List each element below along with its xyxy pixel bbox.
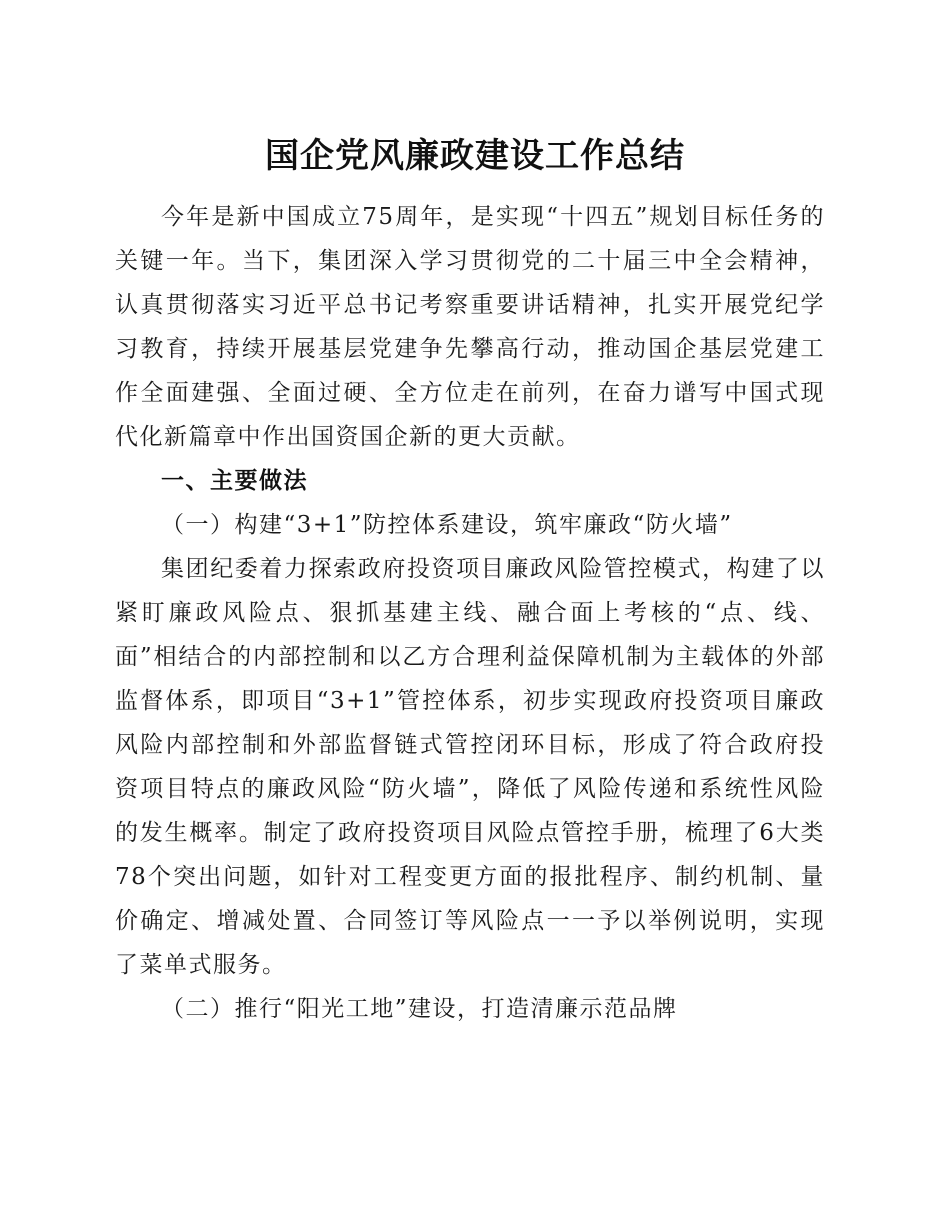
subsection-heading-1: （一）构建“3+1”防控体系建设，筑牢廉政“防火墙”: [161, 512, 733, 538]
subsection-1-paragraph: 集团纪委着力探索政府投资项目廉政风险管控模式，构建了以紧盯廉政风险点、狠抓基建主线、融合面上考核的“点、线、面”相结合的内部控制和以乙方合理利益保障机制为主载体的外部监督体系，即项目“3+1”管控体系，初步实现政府投资项目廉政风险内部控制和外部监督链式管控闭环目标，形成了符合政府投资项目特点的廉政风险“防火墙”，降低了风险传递和系统性风险的发生概率。制定了政府投资项目风险点管控手册，梳理了6大类78个突出问题，如针对工程变更方面的报批程序、制约机制、量价确定、增减处置、合同签订等风险点一一予以举例说明，实现了菜单式服务。: [115, 556, 825, 978]
section-heading-main-practices: 一、主要做法: [161, 467, 308, 494]
subsection-heading-2: （二）推行“阳光工地”建设，打造清廉示范品牌: [161, 996, 678, 1022]
document-title: 国企党风廉政建设工作总结: [265, 136, 685, 176]
document-body: [115, 195, 825, 1031]
intro-paragraph: 今年是新中国成立75周年，是实现“十四五”规划目标任务的关键一年。当下，集团深入学习贯彻党的二十届三中全会精神，认真贯彻落实习近平总书记考察重要讲话精神，扎实开展党纪学习教育，持续开展基层党建争先攀高行动，推动国企基层党建工作全面建强、全面过硬、全方位走在前列，在奋力谱写中国式现代化新篇章中作出国资国企新的更大贡献。: [115, 204, 825, 450]
